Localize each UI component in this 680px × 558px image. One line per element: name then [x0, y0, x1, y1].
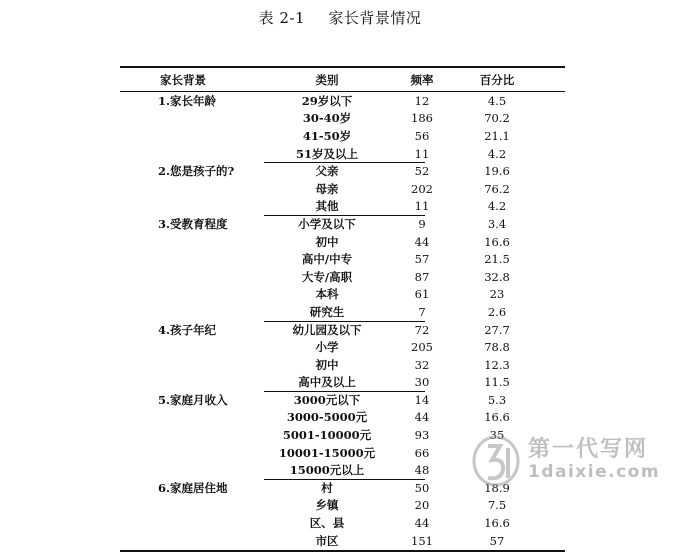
percent-cell: 57	[489, 533, 505, 548]
table-row	[120, 514, 565, 532]
group-separator	[264, 215, 425, 216]
frequency-cell: 72	[414, 322, 430, 337]
watermark-title: 第一代写网	[528, 437, 649, 462]
category-cell: 高中/中专	[301, 252, 353, 267]
percent-cell: 76.2	[484, 181, 510, 196]
category-cell: 29岁以下	[301, 93, 353, 108]
table-row	[120, 127, 565, 145]
frequency-cell: 14	[414, 392, 430, 407]
percent-cell: 11.5	[484, 375, 510, 390]
table-caption	[0, 7, 680, 28]
table-row	[120, 303, 565, 321]
category-cell: 研究生	[309, 304, 345, 319]
group-label: 1.家长年龄	[158, 93, 217, 108]
group-separator	[264, 162, 425, 163]
percent-cell: 21.5	[484, 252, 510, 267]
group-separator	[264, 479, 425, 480]
percent-cell: 4.5	[487, 93, 507, 108]
group-separator	[264, 391, 425, 392]
header-group: 家长背景	[160, 73, 206, 87]
category-cell: 15000元以上	[289, 463, 365, 478]
table-row	[120, 162, 565, 180]
table-row	[120, 374, 565, 392]
table-row	[120, 215, 565, 233]
frequency-cell: 151	[411, 533, 433, 548]
category-cell: 高中及以上	[298, 375, 356, 390]
group-label: 2.您是孩子的?	[158, 164, 235, 179]
table-row	[120, 233, 565, 251]
frequency-cell: 186	[411, 111, 433, 126]
category-cell: 本科	[315, 287, 339, 302]
frequency-cell: 44	[414, 410, 430, 425]
percent-cell: 78.8	[484, 340, 510, 355]
percent-cell: 23	[489, 287, 505, 302]
table-row	[120, 409, 565, 427]
table-row	[120, 497, 565, 515]
category-cell: 小学	[315, 340, 339, 355]
percent-cell: 18.9	[484, 480, 510, 495]
category-cell: 乡镇	[315, 498, 339, 513]
frequency-cell: 44	[414, 234, 430, 249]
frequency-cell: 30	[414, 375, 430, 390]
table-row	[120, 391, 565, 409]
percent-cell: 3.4	[487, 216, 507, 231]
category-cell: 初中	[315, 234, 339, 249]
percent-cell: 5.3	[487, 392, 507, 407]
table-top-rule	[120, 66, 565, 68]
table-row	[120, 321, 565, 339]
watermark	[470, 432, 680, 492]
group-label: 6.家庭居住地	[158, 480, 228, 495]
category-cell: 母亲	[315, 181, 339, 196]
percent-cell: 16.6	[484, 234, 510, 249]
frequency-cell: 32	[414, 357, 430, 372]
percent-cell: 70.2	[484, 111, 510, 126]
category-cell: 51岁及以上	[295, 146, 358, 161]
group-label: 5.家庭月收入	[158, 392, 228, 407]
category-cell: 大专/高职	[301, 269, 353, 284]
watermark-url: 1daixie.com	[528, 462, 661, 482]
frequency-cell: 57	[414, 252, 430, 267]
category-cell: 10001-15000元	[278, 445, 376, 460]
table-row	[120, 356, 565, 374]
category-cell: 41-50岁	[302, 128, 352, 143]
frequency-cell: 52	[414, 164, 430, 179]
percent-cell: 12.3	[484, 357, 510, 372]
frequency-cell: 12	[414, 93, 430, 108]
frequency-cell: 9	[418, 216, 426, 231]
table-header-row	[120, 69, 565, 91]
table-row	[120, 110, 565, 128]
frequency-cell: 205	[411, 340, 433, 355]
group-separator	[264, 321, 425, 322]
frequency-cell: 93	[414, 428, 430, 443]
percent-cell: 16.6	[484, 516, 510, 531]
table-bottom-rule	[120, 550, 565, 552]
percent-cell: 2.6	[487, 304, 507, 319]
header-category: 类别	[315, 73, 339, 87]
frequency-cell: 87	[414, 269, 430, 284]
percent-cell: 27.7	[484, 322, 510, 337]
table-row	[120, 268, 565, 286]
category-cell: 幼儿园及以下	[292, 322, 362, 337]
table-row	[120, 532, 565, 550]
category-cell: 市区	[315, 533, 339, 548]
percent-cell: 19.6	[484, 164, 510, 179]
category-cell: 小学及以下	[298, 216, 356, 231]
watermark-logo-icon	[470, 434, 522, 488]
header-frequency: 频率	[410, 73, 434, 87]
table-row	[120, 250, 565, 268]
frequency-cell: 20	[414, 498, 430, 513]
table-number: 表 2-1	[258, 9, 306, 27]
group-label: 4.孩子年纪	[158, 322, 217, 337]
category-cell: 初中	[315, 357, 339, 372]
frequency-cell: 48	[414, 463, 430, 478]
category-cell: 3000-5000元	[286, 410, 368, 425]
frequency-cell: 66	[414, 445, 430, 460]
percent-cell: 4.2	[487, 199, 507, 214]
category-cell: 村	[321, 480, 333, 495]
frequency-cell: 56	[414, 128, 430, 143]
category-cell: 区、县	[309, 516, 345, 531]
frequency-cell: 11	[414, 146, 430, 161]
table-row	[120, 286, 565, 304]
group-label: 3.受教育程度	[158, 216, 228, 231]
frequency-cell: 7	[418, 304, 426, 319]
frequency-cell: 61	[414, 287, 430, 302]
table-row	[120, 198, 565, 216]
frequency-cell: 11	[414, 199, 430, 214]
frequency-cell: 44	[414, 516, 430, 531]
category-cell: 3000元以下	[293, 392, 361, 407]
percent-cell: 21.1	[484, 128, 510, 143]
category-cell: 5001-10000元	[282, 428, 372, 443]
frequency-cell: 202	[411, 181, 433, 196]
header-percent: 百分比	[479, 73, 515, 87]
table-row	[120, 92, 565, 110]
percent-cell: 35	[489, 428, 505, 443]
category-cell: 30-40岁	[302, 111, 352, 126]
percent-cell: 16.6	[484, 410, 510, 425]
category-cell: 其他	[315, 199, 339, 214]
table-row	[120, 180, 565, 198]
table-row	[120, 338, 565, 356]
table-title: 家长背景情况	[328, 9, 422, 27]
category-cell: 父亲	[315, 164, 339, 179]
percent-cell: 7.5	[487, 498, 507, 513]
percent-cell: 32.8	[484, 269, 510, 284]
frequency-cell: 50	[414, 480, 430, 495]
table-row	[120, 145, 565, 163]
percent-cell: 4.2	[487, 146, 507, 161]
